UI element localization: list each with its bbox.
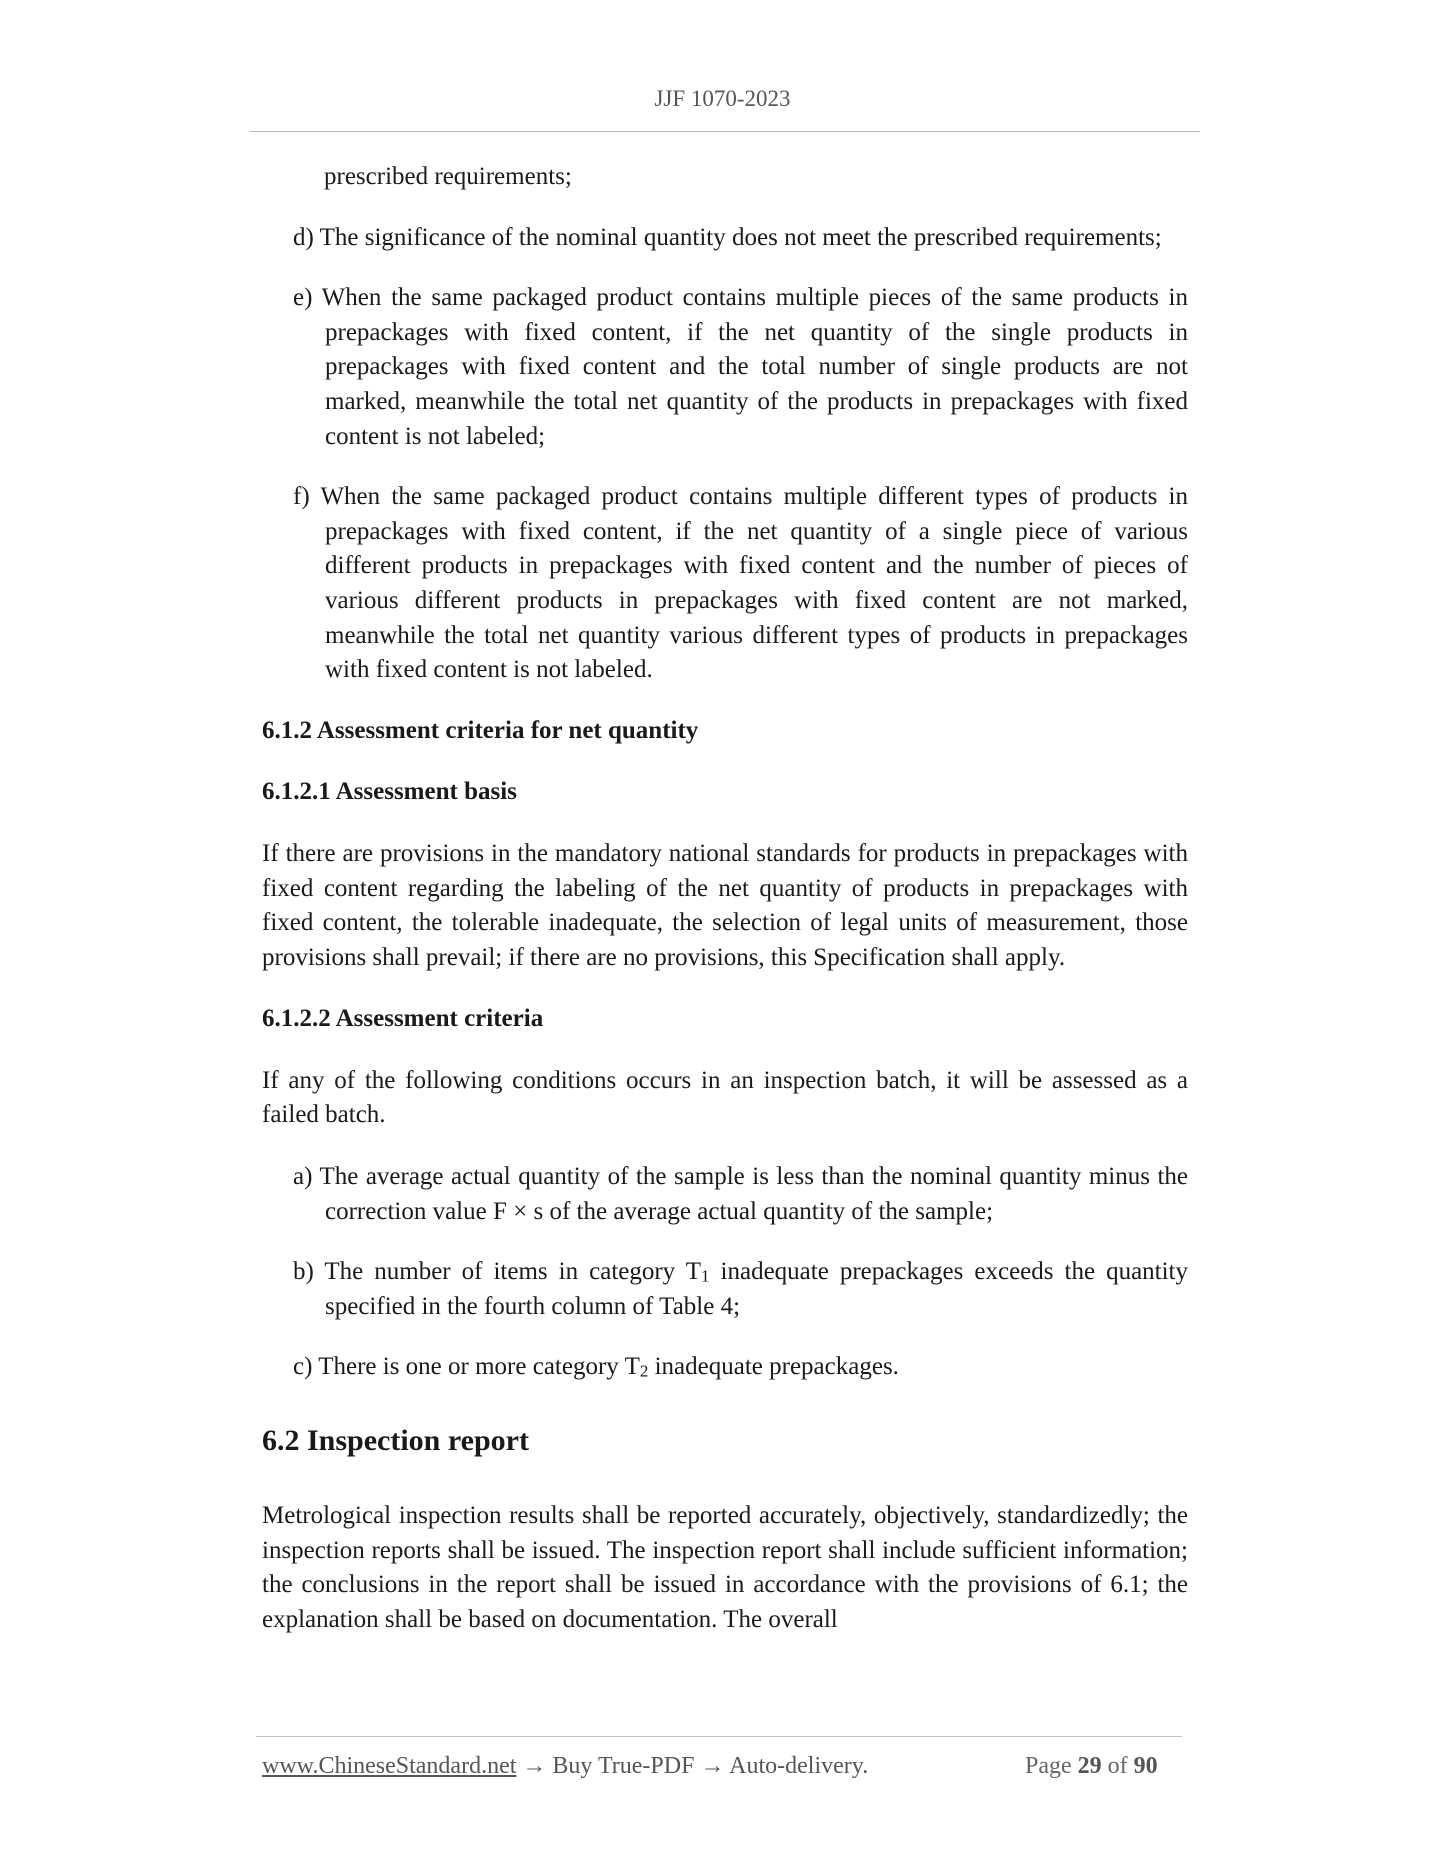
list-item-f: f) When the same packaged product contains multiple different types of products in prepackages with fixed content, if the net quantity of a single piece of various different products in prepackages with fixed content and the number of pieces of various different products in prepackages with fixed content are not marked, meanwhile the total net quantity various different types of products in prepackages with fixed content is not labeled. [293,483,1188,684]
auto-delivery-text: Auto-delivery. [729,1753,869,1779]
heading-6-1-2-1: 6.1.2.1 Assessment basis [262,778,517,806]
buy-true-pdf-text: Buy True-PDF [552,1753,695,1779]
heading-6-1-2: 6.1.2 Assessment criteria for net quantity [262,716,699,744]
page-header-code: JJF 1070-2023 [654,86,791,111]
footer-divider [256,1736,1182,1737]
list-item-c-continuation: prescribed requirements; [324,163,572,190]
header-divider [250,131,1200,132]
criteria-item-c [262,1350,1188,1385]
arrow-right-icon: → [700,1753,725,1779]
criteria-item-b-text-start: b) The number of items in category T [293,1258,702,1286]
of-label: of [1107,1753,1128,1779]
criteria-item-c-text-end: inadequate prepackages. [648,1353,899,1381]
subscript-1: 1 [701,1266,710,1286]
heading-6-2: 6.2 Inspection report [262,1424,529,1458]
paragraph-assessment-criteria: If any of the following conditions occurs in an inspection batch, it will be assessed as a failed batch. [262,1066,1188,1129]
paragraph-assessment-basis: If there are provisions in the mandatory national standards for products in prepackages with fixed content regarding the labeling of the net quantity of products in prepackages with fixed content, the tolerable inadequate, the selection of legal units of measurement, those provisions shall prevail; if there are no provisions, this Specification shall apply. [262,839,1188,971]
criteria-item-b [262,1255,1188,1324]
chinesestandard-link[interactable]: www.ChineseStandard.net [262,1753,517,1779]
page-indicator [1025,1753,1158,1780]
heading-6-1-2-2: 6.1.2.2 Assessment criteria [262,1005,544,1033]
paragraph-inspection-report: Metrological inspection results shall be reported accurately, objectively, standardizedly; the inspection reports shall be issued. The inspection report shall include sufficient information; the conclusions in the report shall be issued in accordance with the provisions of 6.1; the explanation shall be based on documentation. The overall [262,1502,1188,1633]
footer-promo [262,1753,868,1780]
page-label: Page [1025,1753,1072,1779]
list-item-d: d) The significance of the nominal quantity does not meet the prescribed requirements; [293,223,1162,251]
arrow-right-icon: → [522,1753,547,1779]
criteria-item-c-text-start: c) There is one or more category T [293,1353,640,1381]
page-number: 29 [1077,1753,1102,1779]
criteria-item-b-text-end: inadequate prepackages exceeds the quantity specified in the fourth column of Table 4; [325,1258,1189,1320]
criteria-item-a: a) The average actual quantity of the sample is less than the nominal quantity minus the correction value F × s of the average actual quantity of the sample; [293,1163,1188,1225]
list-item-e: e) When the same packaged product contains multiple pieces of the same products in prepackages with fixed content, if the net quantity of the single products in prepackages with fixed content and the total number of single products are not marked, meanwhile the total net quantity of the products in prepackages with fixed content is not labeled; [293,284,1188,450]
page-total: 90 [1133,1753,1158,1779]
document-body [262,160,1188,1664]
subscript-2: 2 [639,1361,649,1381]
